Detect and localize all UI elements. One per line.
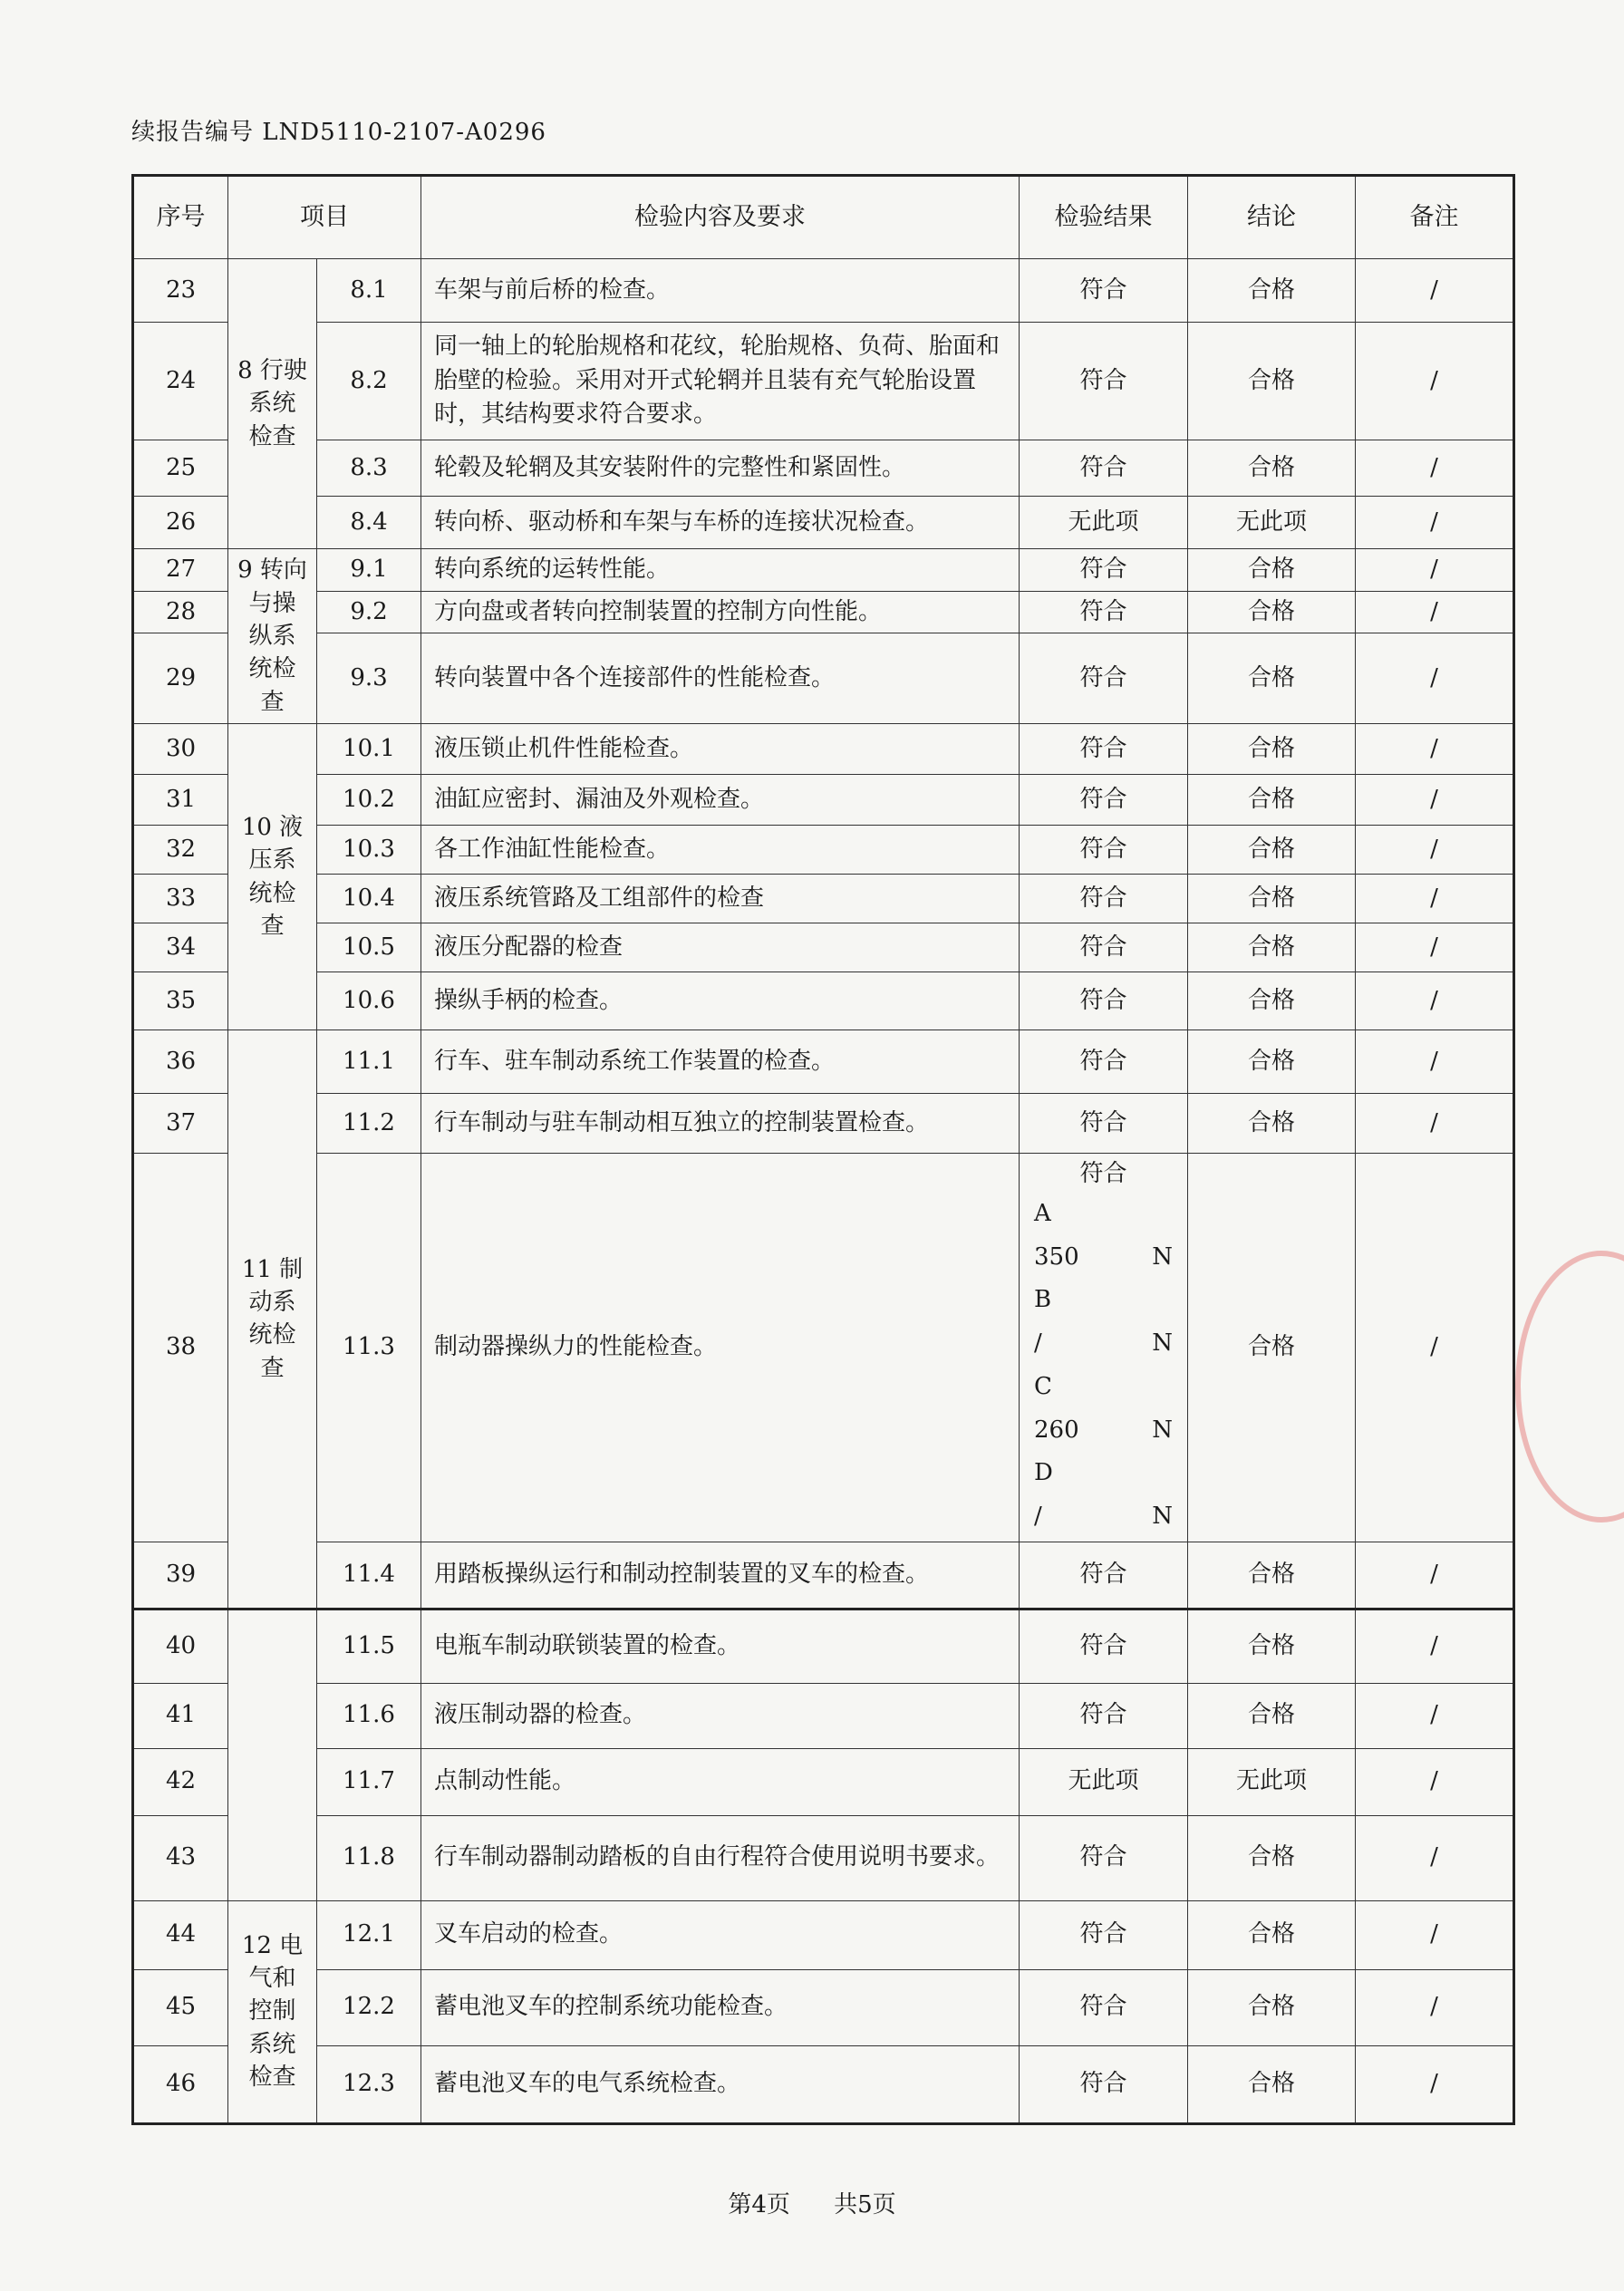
brake-force-results: [1020, 1154, 1188, 1542]
header-remark: 备注: [1356, 176, 1514, 259]
row-remark: /: [1356, 1542, 1514, 1609]
row-content: 制动器操纵力的性能检查。: [421, 1154, 1020, 1542]
row-conclusion: 合格: [1188, 826, 1356, 875]
row-result: 符合: [1020, 1094, 1188, 1154]
table-row: [133, 633, 1514, 724]
row-seq: 31: [133, 775, 228, 826]
row-code: 9.2: [317, 591, 421, 633]
row-result: 无此项: [1020, 1748, 1188, 1815]
row-content: 转向装置中各个连接部件的性能检查。: [421, 633, 1020, 724]
category-cell: 12 电气和控制系统检查: [228, 1900, 317, 2123]
row-content: 操纵手柄的检查。: [421, 972, 1020, 1030]
row-content: 同一轴上的轮胎规格和花纹，轮胎规格、负荷、胎面和胎壁的检验。采用对开式轮辋并且装有充气轮胎设置时，其结构要求符合要求。: [421, 323, 1020, 440]
official-seal: [1515, 1251, 1624, 1522]
row-code: 11.5: [317, 1609, 421, 1683]
table-row: [133, 591, 1514, 633]
row-remark: /: [1356, 826, 1514, 875]
row-content: 各工作油缸性能检查。: [421, 826, 1020, 875]
row-conclusion: 合格: [1188, 633, 1356, 724]
brake-force-d: [1025, 1496, 1182, 1538]
brake-unit-b: N: [1152, 1329, 1173, 1358]
row-seq: 39: [133, 1542, 228, 1609]
row-seq: 32: [133, 826, 228, 875]
table-row: [133, 724, 1514, 775]
report-number: 续报告编号 LND5110-2107-A0296: [131, 119, 546, 146]
brake-force-c: [1025, 1410, 1182, 1452]
row-seq: 42: [133, 1748, 228, 1815]
category-cell: 9 转向与操纵系统检查: [228, 549, 317, 724]
row-result: 符合: [1020, 549, 1188, 592]
brake-label-c: C: [1034, 1372, 1052, 1400]
table-row: [133, 1683, 1514, 1748]
row-conclusion: 合格: [1188, 923, 1356, 972]
row-conclusion: 合格: [1188, 2045, 1356, 2123]
row-result: 符合: [1020, 923, 1188, 972]
row-code: 10.5: [317, 923, 421, 972]
brake-value-d: /: [1034, 1502, 1042, 1530]
row-conclusion: 合格: [1188, 724, 1356, 775]
table-row: [133, 497, 1514, 549]
row-code: 11.8: [317, 1815, 421, 1900]
table-row: [133, 775, 1514, 826]
row-code: 9.1: [317, 549, 421, 592]
row-remark: /: [1356, 497, 1514, 549]
row-remark: /: [1356, 1748, 1514, 1815]
row-content: 蓄电池叉车的电气系统检查。: [421, 2045, 1020, 2123]
row-seq: 41: [133, 1683, 228, 1748]
row-seq: 43: [133, 1815, 228, 1900]
table-row: [133, 1542, 1514, 1609]
row-conclusion: 合格: [1188, 1815, 1356, 1900]
row-content: 轮毂及轮辋及其安装附件的完整性和紧固性。: [421, 440, 1020, 497]
category-cell: 8 行驶系统检查: [228, 259, 317, 549]
row-conclusion: 合格: [1188, 1542, 1356, 1609]
row-conclusion: 合格: [1188, 1030, 1356, 1094]
row-content: 电瓶车制动联锁装置的检查。: [421, 1609, 1020, 1683]
row-remark: /: [1356, 923, 1514, 972]
table-row: [133, 1030, 1514, 1094]
row-conclusion: 合格: [1188, 1094, 1356, 1154]
page-footer: [0, 2186, 1624, 2219]
brake-unit-a: N: [1152, 1242, 1173, 1271]
row-remark: /: [1356, 1900, 1514, 1969]
row-conclusion: 无此项: [1188, 497, 1356, 549]
table-row: [133, 1900, 1514, 1969]
page-total: 共5页: [834, 2191, 896, 2218]
header-result: 检验结果: [1020, 176, 1188, 259]
header-conclusion: 结论: [1188, 176, 1356, 259]
row-remark: /: [1356, 633, 1514, 724]
row-content: 液压分配器的检查: [421, 923, 1020, 972]
row-result: 符合: [1020, 826, 1188, 875]
row-result: 符合: [1020, 591, 1188, 633]
row-code: 11.7: [317, 1748, 421, 1815]
row-content: 油缸应密封、漏油及外观检查。: [421, 775, 1020, 826]
table-row: [133, 1154, 1514, 1542]
row-remark: /: [1356, 440, 1514, 497]
row-seq: 46: [133, 2045, 228, 2123]
row-code: 11.4: [317, 1542, 421, 1609]
brake-force-block: [1025, 1157, 1182, 1537]
row-content: 液压制动器的检查。: [421, 1683, 1020, 1748]
row-content: 行车制动与驻车制动相互独立的控制装置检查。: [421, 1094, 1020, 1154]
row-result: 符合: [1079, 1160, 1127, 1188]
row-result: 无此项: [1020, 497, 1188, 549]
row-result: 符合: [1020, 1030, 1188, 1094]
brake-unit-d: N: [1152, 1502, 1173, 1530]
row-content: 点制动性能。: [421, 1748, 1020, 1815]
brake-label-a: A: [1034, 1200, 1051, 1228]
row-content: 行车制动器制动踏板的自由行程符合使用说明书要求。: [421, 1815, 1020, 1900]
table-row: [133, 1094, 1514, 1154]
category-cell: 11 制动系统检查: [228, 1030, 317, 1609]
row-remark: /: [1356, 972, 1514, 1030]
row-result: 符合: [1020, 2045, 1188, 2123]
row-code: 8.3: [317, 440, 421, 497]
row-content: 车架与前后桥的检查。: [421, 259, 1020, 323]
row-remark: /: [1356, 1030, 1514, 1094]
row-conclusion: 合格: [1188, 875, 1356, 923]
brake-force-b: [1025, 1323, 1182, 1365]
row-code: 10.3: [317, 826, 421, 875]
row-seq: 38: [133, 1154, 228, 1542]
row-result: 符合: [1020, 1969, 1188, 2045]
row-conclusion: 合格: [1188, 323, 1356, 440]
row-seq: 28: [133, 591, 228, 633]
category-cell-continued: [228, 1609, 317, 1900]
row-content: 转向系统的运转性能。: [421, 549, 1020, 592]
row-remark: /: [1356, 1683, 1514, 1748]
brake-value-c: 260: [1034, 1416, 1079, 1444]
row-result: 符合: [1020, 259, 1188, 323]
row-seq: 45: [133, 1969, 228, 2045]
row-conclusion: 合格: [1188, 591, 1356, 633]
row-result: 符合: [1020, 633, 1188, 724]
row-code: 10.4: [317, 875, 421, 923]
row-conclusion: 合格: [1188, 972, 1356, 1030]
table-row: [133, 323, 1514, 440]
table-row: [133, 972, 1514, 1030]
table-row: [133, 2045, 1514, 2123]
row-content: 蓄电池叉车的控制系统功能检查。: [421, 1969, 1020, 2045]
row-conclusion: 合格: [1188, 259, 1356, 323]
row-remark: /: [1356, 875, 1514, 923]
page-number: 第4页: [728, 2191, 790, 2218]
row-code: 8.4: [317, 497, 421, 549]
row-seq: 34: [133, 923, 228, 972]
row-seq: 29: [133, 633, 228, 724]
row-remark: /: [1356, 323, 1514, 440]
row-seq: 23: [133, 259, 228, 323]
brake-value-a: 350: [1034, 1242, 1079, 1271]
row-code: 11.3: [317, 1154, 421, 1542]
row-content: 叉车启动的检查。: [421, 1900, 1020, 1969]
header-content: 检验内容及要求: [421, 176, 1020, 259]
row-remark: /: [1356, 1154, 1514, 1542]
row-result: 符合: [1020, 1542, 1188, 1609]
row-code: 12.3: [317, 2045, 421, 2123]
table-row: [133, 259, 1514, 323]
row-result: 符合: [1020, 724, 1188, 775]
row-result: 符合: [1020, 1900, 1188, 1969]
row-seq: 44: [133, 1900, 228, 1969]
brake-label-b: B: [1034, 1286, 1052, 1314]
brake-label-d: D: [1034, 1459, 1053, 1487]
row-result: 符合: [1020, 1609, 1188, 1683]
row-remark: /: [1356, 724, 1514, 775]
row-seq: 30: [133, 724, 228, 775]
brake-unit-c: N: [1152, 1416, 1173, 1444]
row-result: 符合: [1020, 440, 1188, 497]
row-code: 11.2: [317, 1094, 421, 1154]
row-conclusion: 合格: [1188, 1900, 1356, 1969]
row-remark: /: [1356, 1609, 1514, 1683]
header-seq: 序号: [133, 176, 228, 259]
row-seq: 37: [133, 1094, 228, 1154]
row-remark: /: [1356, 1815, 1514, 1900]
row-code: 12.1: [317, 1900, 421, 1969]
table-row: [133, 1609, 1514, 1683]
row-result: 符合: [1020, 1815, 1188, 1900]
row-code: 10.2: [317, 775, 421, 826]
row-seq: 27: [133, 549, 228, 592]
row-result: 符合: [1020, 972, 1188, 1030]
row-remark: /: [1356, 549, 1514, 592]
table-row: [133, 875, 1514, 923]
table-row: [133, 1815, 1514, 1900]
header-row: [133, 176, 1514, 259]
row-conclusion: 合格: [1188, 549, 1356, 592]
row-remark: /: [1356, 1094, 1514, 1154]
row-seq: 25: [133, 440, 228, 497]
row-conclusion: 无此项: [1188, 1748, 1356, 1815]
category-cell: 10 液压系统检查: [228, 724, 317, 1030]
row-result: 符合: [1020, 1683, 1188, 1748]
table-row: [133, 1748, 1514, 1815]
row-seq: 40: [133, 1609, 228, 1683]
row-seq: 36: [133, 1030, 228, 1094]
row-content: 液压系统管路及工组部件的检查: [421, 875, 1020, 923]
row-remark: /: [1356, 259, 1514, 323]
row-conclusion: 合格: [1188, 1154, 1356, 1542]
header-item: 项目: [228, 176, 421, 259]
row-code: 10.6: [317, 972, 421, 1030]
row-code: 12.2: [317, 1969, 421, 2045]
row-content: 转向桥、驱动桥和车架与车桥的连接状况检查。: [421, 497, 1020, 549]
row-remark: /: [1356, 2045, 1514, 2123]
row-code: 8.2: [317, 323, 421, 440]
row-seq: 24: [133, 323, 228, 440]
row-conclusion: 合格: [1188, 775, 1356, 826]
row-remark: /: [1356, 591, 1514, 633]
row-code: 11.1: [317, 1030, 421, 1094]
table-row: [133, 826, 1514, 875]
row-seq: 35: [133, 972, 228, 1030]
row-content: 用踏板操纵运行和制动控制装置的叉车的检查。: [421, 1542, 1020, 1609]
table-row: [133, 1969, 1514, 2045]
row-conclusion: 合格: [1188, 1683, 1356, 1748]
row-seq: 33: [133, 875, 228, 923]
row-result: 符合: [1020, 323, 1188, 440]
row-content: 行车、驻车制动系统工作装置的检查。: [421, 1030, 1020, 1094]
inspection-table: [131, 174, 1515, 2125]
row-conclusion: 合格: [1188, 1609, 1356, 1683]
row-content: 液压锁止机件性能检查。: [421, 724, 1020, 775]
row-conclusion: 合格: [1188, 440, 1356, 497]
row-seq: 26: [133, 497, 228, 549]
row-code: 10.1: [317, 724, 421, 775]
row-remark: /: [1356, 775, 1514, 826]
row-result: 符合: [1020, 875, 1188, 923]
table-row: [133, 549, 1514, 592]
row-code: 11.6: [317, 1683, 421, 1748]
row-code: 8.1: [317, 259, 421, 323]
brake-value-b: /: [1034, 1329, 1042, 1358]
table-row: [133, 440, 1514, 497]
row-conclusion: 合格: [1188, 1969, 1356, 2045]
brake-force-a: [1025, 1237, 1182, 1279]
row-content: 方向盘或者转向控制装置的控制方向性能。: [421, 591, 1020, 633]
row-code: 9.3: [317, 633, 421, 724]
row-result: 符合: [1020, 775, 1188, 826]
row-remark: /: [1356, 1969, 1514, 2045]
table-row: [133, 923, 1514, 972]
